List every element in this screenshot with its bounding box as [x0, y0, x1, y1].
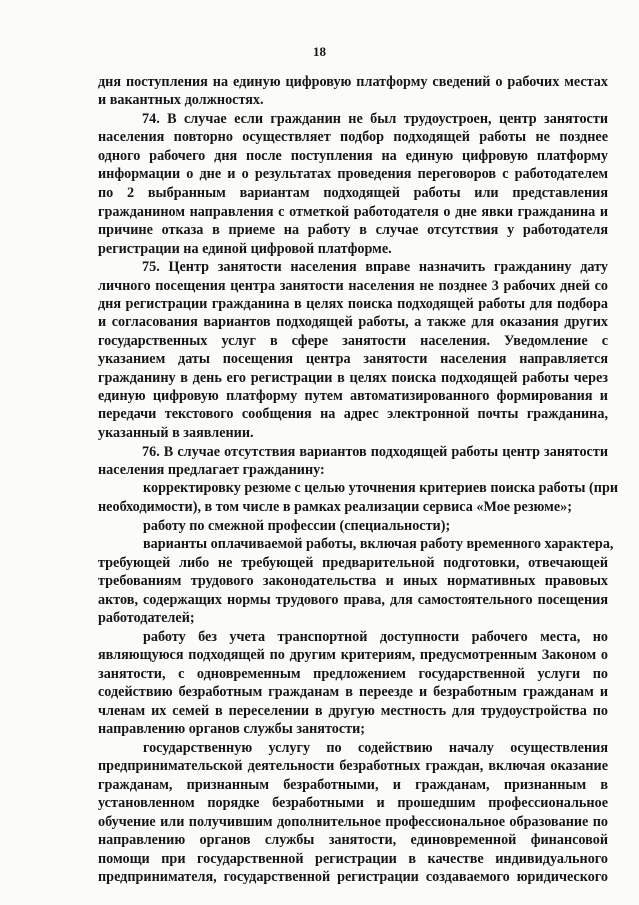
- text-line: содействию безработным гражданам в переезде и безработным гражданам и: [98, 684, 608, 700]
- text-line: указанием даты посещения центра занятости населения направляется: [98, 351, 608, 367]
- text-line: занятости, с одновременным предложением государственной услуги по: [98, 666, 608, 682]
- text-line: государственных услуг в сфере занятости населения. Уведомление с: [98, 333, 608, 349]
- text-line: предпринимателя, государственной регистрации создаваемого юридического: [98, 869, 608, 885]
- text-line: дня регистрации гражданина в целях поиска подходящей работы для подбора: [98, 296, 608, 312]
- text-line: указанный в заявлении.: [98, 425, 254, 441]
- text-line: гражданином направления с отметкой работодателя о дне явки гражданина и: [98, 204, 608, 220]
- text-line: гражданину в день его регистрации в целях поиска подходящей работы через: [98, 370, 608, 386]
- text-line: причине отказа в приеме на работу в случае отсутствия у работодателя: [98, 222, 608, 238]
- text-line: дня поступления на единую цифровую платформу сведений о рабочих местах: [98, 74, 608, 90]
- text-line: регистрации на единой цифровой платформе.: [98, 241, 392, 257]
- text-line: единую цифровую платформу путем автоматизированного формирования и: [98, 388, 608, 404]
- text-line: населения повторно осуществляет подбор подходящей работы не позднее: [98, 129, 608, 145]
- text-line: личного посещения центра занятости населения не позднее 3 рабочих дней со: [98, 278, 608, 294]
- paragraph-76-start: 76. В случае отсутствия вариантов подходящей работы центр занятости: [142, 444, 608, 460]
- text-line: являющуюся подходящей по другим критериям, предусмотренным Законом о: [98, 647, 608, 663]
- text-line: направлению органов службы занятости, единовременной финансовой: [98, 832, 608, 848]
- list-item-start: корректировку резюме с целью уточнения критериев поиска работы (при: [143, 480, 619, 496]
- text-line: одного рабочего дня после поступления на единую цифровую платформу: [98, 148, 608, 164]
- text-line: требованиям трудового законодательства и иных нормативных правовых: [98, 573, 608, 589]
- text-line: работодателей;: [98, 610, 195, 626]
- text-line: необходимости), в том числе в рамках реализации сервиса «Мое резюме»;: [98, 499, 572, 515]
- text-line: членам их семей в переселении в другую местность для трудоустройства по: [98, 703, 608, 719]
- text-line: требующей либо не требующей предварительной подготовки, отвечающей: [98, 555, 608, 571]
- paragraph-75-start: 75. Центр занятости населения вправе назначить гражданину дату: [142, 259, 608, 275]
- list-item-start: варианты оплачиваемой работы, включая работу временного характера,: [143, 536, 614, 552]
- list-item-start: работу без учета транспортной доступности рабочего места, но: [143, 629, 608, 645]
- text-line: по 2 выбранным вариантам подходящей работы или представления: [98, 185, 608, 201]
- list-item-start: работу по смежной профессии (специальности);: [143, 518, 451, 534]
- paragraph-74-start: 74. В случае если гражданин не был трудоустроен, центр занятости: [142, 111, 608, 127]
- text-line: предпринимательской деятельности безработных граждан, включая оказание: [98, 758, 608, 774]
- text-line: помощи при государственной регистрации в качестве индивидуального: [98, 851, 608, 867]
- text-line: и согласования вариантов подходящей работы, а также для оказания других: [98, 314, 608, 330]
- text-line: населения предлагает гражданину:: [98, 462, 325, 478]
- text-line: обучение или получившим дополнительное профессиональное образование по: [98, 814, 608, 830]
- page-number: 18: [313, 44, 326, 59]
- text-line: информации о дне и о результатах проведения переговоров с работодателем: [98, 166, 608, 182]
- text-line: и вакантных должностях.: [98, 92, 264, 108]
- text-line: направлению органов службы занятости;: [98, 721, 366, 737]
- text-line: гражданам, признанным безработными, и гражданам, признанным в: [98, 777, 608, 793]
- text-line: актов, содержащих нормы трудового права, для самостоятельного посещения: [98, 592, 608, 608]
- text-line: передачи текстового сообщения на адрес электронной почты гражданина,: [98, 406, 608, 422]
- list-item-start: государственную услугу по содействию началу осуществления: [143, 740, 608, 756]
- text-line: установленном порядке безработными и прошедшим профессиональное: [98, 795, 608, 811]
